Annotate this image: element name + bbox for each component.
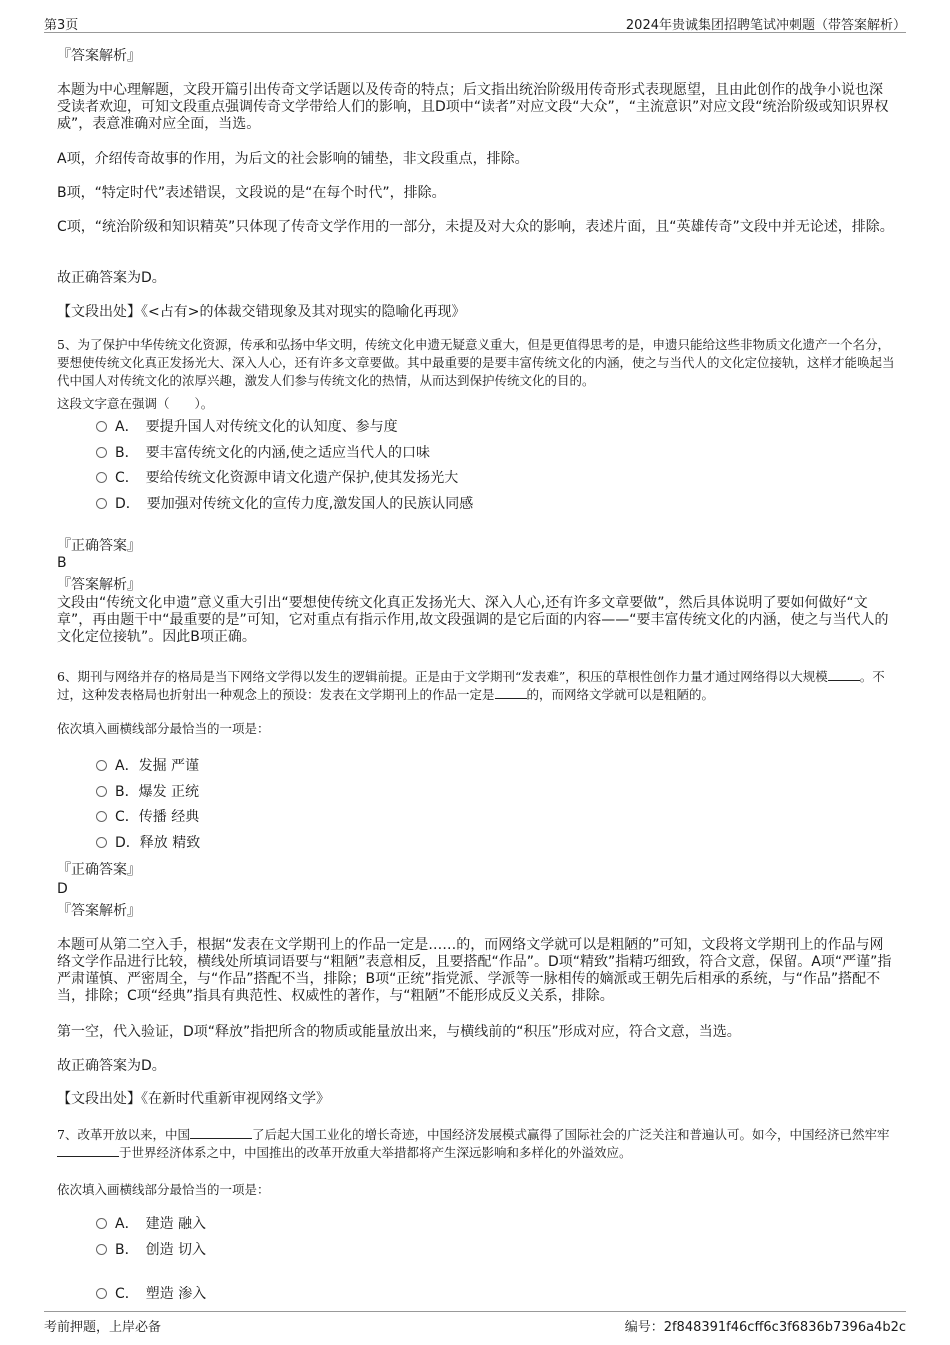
q4-analysis-label: 『答案解析』 — [57, 48, 141, 64]
option-label: C．传播 经典 — [115, 809, 200, 825]
q5-analysis-label: 『答案解析』 — [57, 577, 141, 593]
radio-icon[interactable] — [96, 1288, 107, 1299]
q7-blank-1 — [190, 1126, 252, 1139]
option-label: A． 建造 融入 — [115, 1216, 207, 1232]
q7-stem-part3: 于世界经济体系之中，中国推出的改革开放重大举措都将产生深远影响和多样化的外溢效应。 — [119, 1145, 632, 1160]
q6-option-a[interactable] — [96, 757, 199, 775]
q6-source: 【文段出处】《在新时代重新审视网络文学》 — [57, 1091, 330, 1107]
radio-icon[interactable] — [96, 760, 107, 771]
option-label: C． 要给传统文化资源申请文化遗产保护,使其发扬光大 — [115, 470, 459, 486]
q7-stem-part1: 7、改革开放以来，中国 — [57, 1127, 190, 1142]
q7-stem — [57, 1126, 895, 1162]
option-label: C． 塑造 渗入 — [115, 1286, 207, 1302]
option-label: D． 要加强对传统文化的宣传力度,激发国人的民族认同感 — [115, 496, 474, 512]
q4-analysis-c: C项，“统治阶级和知识精英”只体现了传奇文学作用的一部分，未提及对大众的影响，表述片面，且“英雄传奇”文段中并无论述，排除。 — [57, 219, 894, 235]
document-title: 2024年贵诚集团招聘笔试冲刺题（带答案解析） — [625, 18, 906, 33]
radio-icon[interactable] — [96, 498, 107, 509]
q6-stem-part2: 。不过，这种发表格局也折射出一种观念上的预设：发表在文学期刊上的作品一定是 — [57, 669, 885, 702]
q5-prompt: 这段文字意在强调（ ）。 — [57, 396, 214, 411]
q6-answer-label: 『正确答案』 — [57, 862, 141, 878]
q6-conclusion: 故正确答案为D。 — [57, 1058, 166, 1074]
q6-stem-part1: 6、期刊与网络并存的格局是当下网络文学得以发生的逻辑前提。正是由于文学期刊“发表难”，积压的草根性创作力量才通过网络得以大规模 — [57, 669, 828, 684]
q6-stem-part3: 的，而网络文学就可以是粗陋的。 — [526, 687, 715, 702]
q6-answer: D — [57, 881, 68, 897]
option-label: B． 要丰富传统文化的内涵,使之适应当代人的口味 — [115, 445, 431, 461]
radio-icon[interactable] — [96, 1218, 107, 1229]
q4-source: 【文段出处】《<占有>的体裁交错现象及其对现实的隐喻化再现》 — [57, 304, 466, 320]
q6-stem — [57, 668, 895, 704]
q4-analysis-b: B项，“特定时代”表述错误，文段说的是“在每个时代”，排除。 — [57, 185, 446, 201]
q6-blank-1 — [828, 668, 860, 681]
radio-icon[interactable] — [96, 447, 107, 458]
q4-analysis-main: 本题为中心理解题，文段开篇引出传奇文学话题以及传奇的特点；后文指出统治阶级用传奇形式表现愿望，且由此创作的战争小说也深受读者欢迎，可知文段重点强调传奇文学带给人们的影响，且D项中“读者”对应文段“大众”，“主流意识”对应文段“统治阶级或知识界权威”，表意准确对应全面，当选。 — [57, 82, 889, 132]
q7-option-c[interactable] — [96, 1285, 206, 1303]
q6-prompt: 依次填入画横线部分最恰当的一项是： — [57, 721, 270, 736]
radio-icon[interactable] — [96, 786, 107, 797]
q6-option-b[interactable] — [96, 783, 199, 801]
q4-conclusion: 故正确答案为D。 — [57, 270, 166, 286]
page-header — [44, 10, 906, 33]
radio-icon[interactable] — [96, 472, 107, 483]
q5-answer: B — [57, 555, 67, 571]
document-code: 编号：2f848391f46cff6c3f6836b7396a4b2c — [624, 1320, 906, 1335]
footer-slogan: 考前押题，上岸必备 — [44, 1320, 162, 1335]
page-number: 第3页 — [44, 18, 79, 33]
q5-analysis: 文段由“传统文化申遗”意义重大引出“要想使传统文化真正发扬光大、深入人心,还有许多文章要做”，然后具体说明了要如何做好“文章”，再由题干中“最重要的是”可知，它对重点有指示作用,故文段强调的是它后面的内容——“要丰富传统文化的内涵，使之与当代人的文化定位接轨”。因此B项正确。 — [57, 595, 889, 645]
option-label: B． 创造 切入 — [115, 1242, 207, 1258]
radio-icon[interactable] — [96, 1244, 107, 1255]
q7-prompt: 依次填入画横线部分最恰当的一项是： — [57, 1182, 270, 1197]
radio-icon[interactable] — [96, 811, 107, 822]
q6-analysis-second: 第一空，代入验证，D项“释放”指把所含的物质或能量放出来，与横线前的“积压”形成对应，符合文意，当选。 — [57, 1024, 741, 1040]
q5-option-b[interactable] — [96, 444, 430, 462]
q7-blank-2 — [57, 1144, 119, 1157]
q6-blank-2 — [495, 686, 527, 699]
q6-option-d[interactable] — [96, 834, 200, 852]
q4-analysis-a: A项，介绍传奇故事的作用，为后文的社会影响的铺垫，非文段重点，排除。 — [57, 151, 529, 167]
q6-analysis-main: 本题可从第二空入手，根据“发表在文学期刊上的作品一定是……的，而网络文学就可以是粗陋的”可知，文段将文学期刊上的作品与网络文学作品进行比较，横线处所填词语要与“粗陋”表意相反，且要搭配“作品”。D项“精致”指精巧细致，符合文意，保留。A项“严谨”指严肃谨慎、严密周全，与“作品”搭配不当，排除；B项“正统”指党派、学派等一脉相传的嫡派或王朝先后相承的系统，与“作品”搭配不当，排除；C项“经典”指具有典范性、权威性的著作，与“粗陋”不能形成反义关系，排除。 — [57, 937, 892, 1004]
option-label: A． 要提升国人对传统文化的认知度、参与度 — [115, 419, 398, 435]
option-label: B．爆发 正统 — [115, 784, 200, 800]
radio-icon[interactable] — [96, 421, 107, 432]
option-label: D．释放 精致 — [115, 835, 201, 851]
q7-option-a[interactable] — [96, 1215, 206, 1233]
q6-option-c[interactable] — [96, 808, 199, 826]
q5-answer-label: 『正确答案』 — [57, 538, 141, 554]
q5-option-c[interactable] — [96, 469, 458, 487]
q5-stem: 5、为了保护中华传统文化资源，传承和弘扬中华文明，传统文化申遗无疑意义重大，但是更值得思考的是，申遗只能给这些非物质文化遗产一个名分，要想使传统文化真正发扬光大、深入人心，还有许多文章要做。其中最重要的是要丰富传统文化的内涵，使之与当代人的文化定位接轨，这样才能唤起当代中国人对传统文化的浓厚兴趣，激发人们参与传统文化的热情，从而达到保护传统文化的目的。 — [57, 337, 895, 388]
q7-stem-part2: 了后起大国工业化的增长奇迹，中国经济发展模式赢得了国际社会的广泛关注和普遍认可。如今，中国经济已然牢牢 — [251, 1127, 890, 1142]
option-label: A．发掘 严谨 — [115, 758, 200, 774]
radio-icon[interactable] — [96, 837, 107, 848]
q5-option-d[interactable] — [96, 495, 473, 513]
q7-option-b[interactable] — [96, 1241, 206, 1259]
q6-analysis-label: 『答案解析』 — [57, 903, 141, 919]
page-footer — [44, 1311, 906, 1336]
q5-option-a[interactable] — [96, 418, 398, 436]
